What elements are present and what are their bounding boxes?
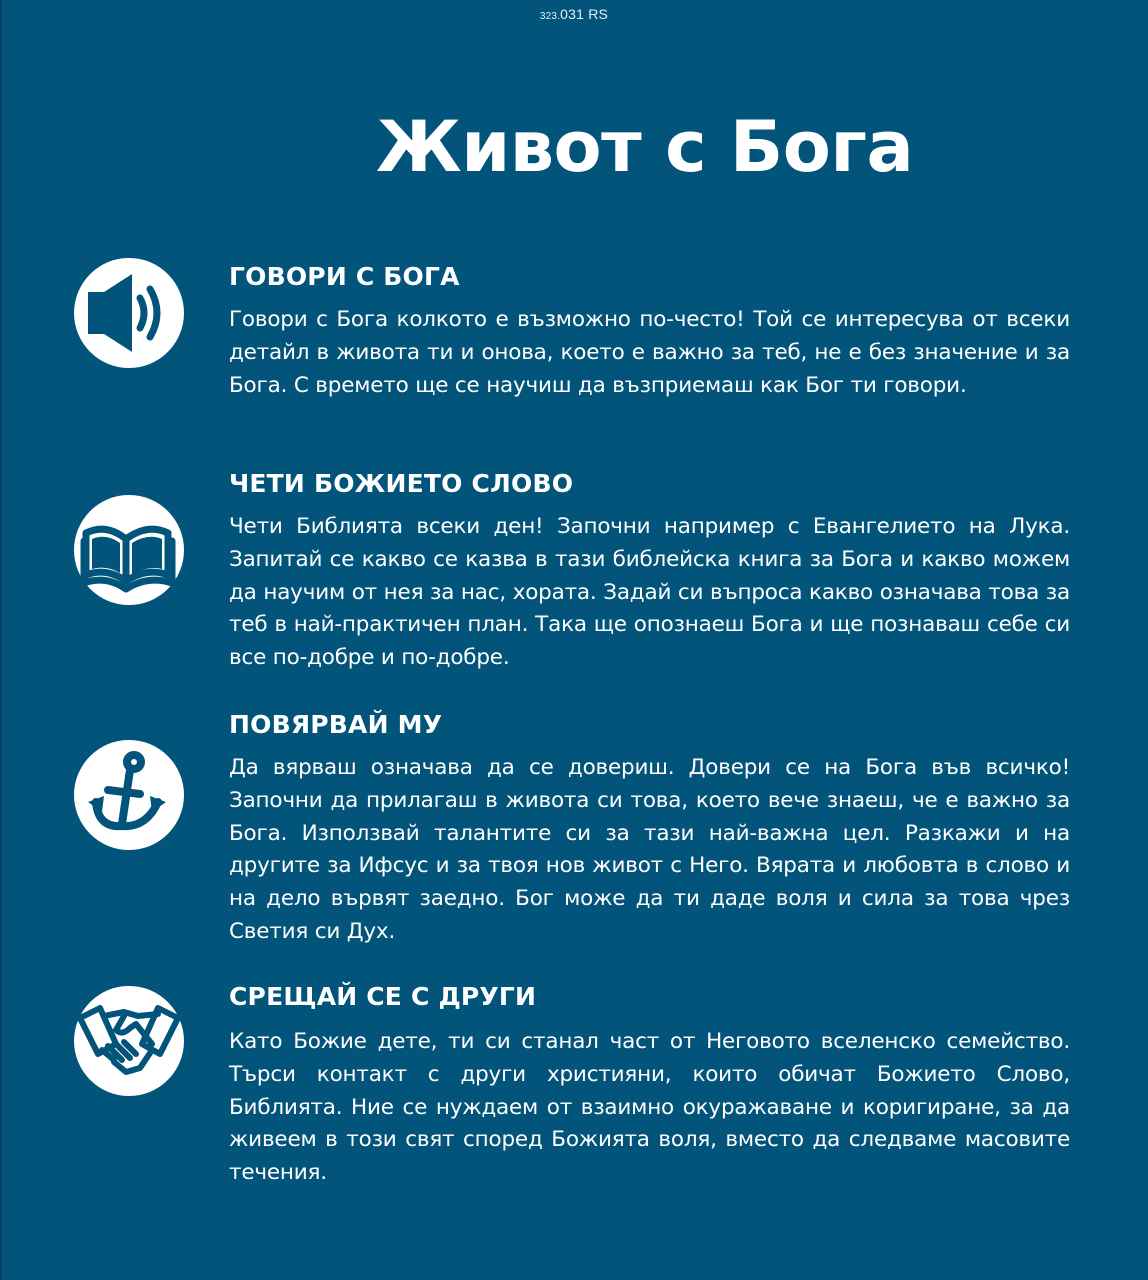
reference-code-prefix: 323.: [539, 11, 561, 22]
anchor-icon: [74, 740, 184, 850]
page-title: Живот с Бога: [376, 106, 914, 188]
section-heading: СРЕЩАЙ СЕ С ДРУГИ: [229, 982, 537, 1011]
reference-code-main: 031 RS: [560, 6, 609, 22]
section-heading: ПОВЯРВАЙ МУ: [229, 710, 443, 739]
section-text: Чети Библията всеки ден! Започни например с Евангелието на Лука. Запитай се какво се казва в тази библейска книга за Бога и какво можем да научим от нея за нас, хората. Задай си въпроса какво означава това за теб в най-практичен план. Така ще опознаеш Бога и ще познаваш себе си все по-добре и по-добре.: [229, 514, 1070, 671]
speaker-icon: [74, 258, 184, 368]
open-book-icon: [74, 495, 184, 605]
section-heading: ЧЕТИ БОЖИЕТО СЛОВО: [229, 469, 574, 498]
section-text: Да вярваш означава да се довериш. Довери се на Бога във всичко! Започни да прилагаш в живота си това, което вече знаеш, че е важно за Бога. Използвай талантите си за тази най-важна цел. Разкажи и на другите за Ифсус и за твоя нов живот с Него. Вярата и любовта в слово и на дело вървят заедно. Бог може да ти даде воля и сила за това чрез Светия си Дух.: [229, 755, 1070, 944]
section-heading: ГОВОРИ С БОГА: [229, 262, 460, 291]
handshake-icon: [74, 986, 184, 1096]
reference-code: [0, 6, 1148, 22]
section-text: Като Божие дете, ти си станал част от Неговото вселенско семейство. Търси контакт с други християни, които обичат Божието Слово, Библията. Ние се нуждаем от взаимно окуражаване и коригиране, за да живеем в този свят според Божията воля, вместо да следваме масовите течения.: [229, 1029, 1070, 1186]
section-text: Говори с Бога колкото е възможно по-често! Той се интересува от всеки детайл в живота ти и онова, което е важно за теб, не е без значение и за Бога. С времето ще се научиш да възприемаш как Бог ти говори.: [229, 307, 1070, 398]
